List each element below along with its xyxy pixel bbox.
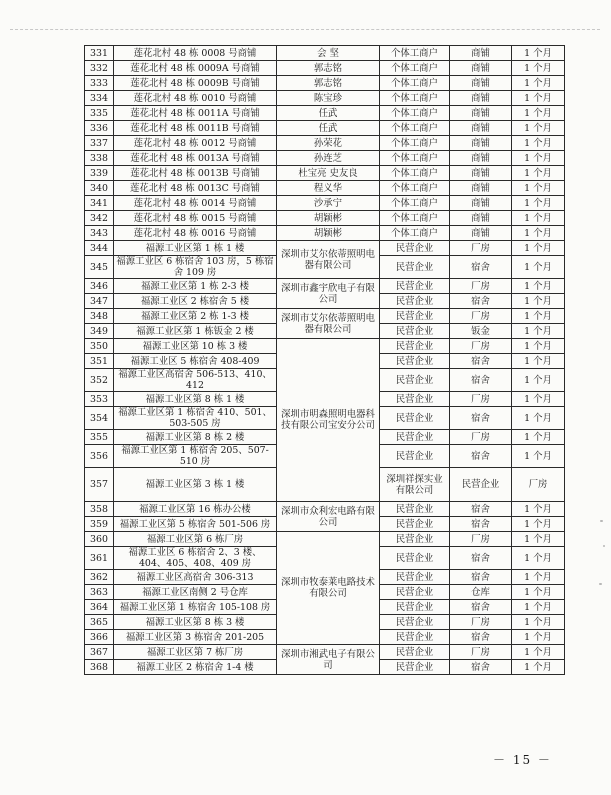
table-row xyxy=(85,46,565,61)
property-usage: 商铺 xyxy=(450,76,512,91)
lease-term: 1 个月 xyxy=(512,600,565,615)
lease-term: 1 个月 xyxy=(512,532,565,547)
lessee-name: 任武 xyxy=(277,121,380,136)
property-usage: 商铺 xyxy=(450,91,512,106)
lessee-name-merged: 深圳市艾尔依蒂照明电器有限公司 xyxy=(277,309,380,339)
table-row xyxy=(85,309,565,324)
property-usage: 宿舍 xyxy=(450,570,512,585)
row-number: 355 xyxy=(85,430,114,445)
property-usage: 商铺 xyxy=(450,226,512,241)
row-number: 345 xyxy=(85,256,114,279)
lessee-type: 民营企业 xyxy=(380,430,450,445)
lessee-type: 个体工商户 xyxy=(380,121,450,136)
row-number: 350 xyxy=(85,339,114,354)
property-usage: 厂房 xyxy=(512,468,565,502)
page-top-rule xyxy=(10,29,600,30)
lessee-type: 民营企业 xyxy=(380,660,450,675)
property-address: 福源工业区高宿舍 306-313 xyxy=(114,570,277,585)
lease-term: 1 个月 xyxy=(512,76,565,91)
table-row xyxy=(85,339,565,354)
property-usage: 宿舍 xyxy=(450,369,512,392)
lessee-type: 个体工商户 xyxy=(380,166,450,181)
lessee-type: 民营企业 xyxy=(380,339,450,354)
row-number: 359 xyxy=(85,517,114,532)
lease-term: 1 个月 xyxy=(512,630,565,645)
property-usage: 宿舍 xyxy=(450,630,512,645)
lease-term: 1 个月 xyxy=(512,151,565,166)
property-address: 福源工业区第 2 栋 1-3 楼 xyxy=(114,309,277,324)
lease-term: 1 个月 xyxy=(512,339,565,354)
lessee-name: 孙荣花 xyxy=(277,136,380,151)
row-number: 365 xyxy=(85,615,114,630)
lessee-name: 任武 xyxy=(277,106,380,121)
row-number: 335 xyxy=(85,106,114,121)
lessee-type: 民营企业 xyxy=(380,645,450,660)
lessee-name: 程义华 xyxy=(277,181,380,196)
property-usage: 商铺 xyxy=(450,166,512,181)
row-number: 343 xyxy=(85,226,114,241)
table-row xyxy=(85,151,565,166)
row-number: 357 xyxy=(85,468,114,502)
lessee-type: 民营企业 xyxy=(380,502,450,517)
lease-term: 1 个月 xyxy=(512,211,565,226)
lessee-type: 个体工商户 xyxy=(380,106,450,121)
property-address: 福源工业区第 1 栋宿舍 105-108 房 xyxy=(114,600,277,615)
property-usage: 商铺 xyxy=(450,61,512,76)
lessee-type: 个体工商户 xyxy=(380,46,450,61)
lessee-name: 会 坚 xyxy=(277,46,380,61)
lessee-type: 民营企业 xyxy=(380,532,450,547)
lease-term: 1 个月 xyxy=(512,570,565,585)
row-number: 339 xyxy=(85,166,114,181)
lease-term: 1 个月 xyxy=(512,430,565,445)
property-address: 福源工业区 6 栋宿舍 103 房，5 栋宿舍 109 房 xyxy=(114,256,277,279)
lease-term: 1 个月 xyxy=(512,615,565,630)
property-usage: 商铺 xyxy=(450,46,512,61)
row-number: 364 xyxy=(85,600,114,615)
property-address: 莲花北村 48 栋 0009B 号商铺 xyxy=(114,76,277,91)
row-number: 347 xyxy=(85,294,114,309)
row-number: 353 xyxy=(85,392,114,407)
lessee-type: 民营企业 xyxy=(380,294,450,309)
property-usage: 宿舍 xyxy=(450,354,512,369)
lessee-type: 民营企业 xyxy=(380,256,450,279)
table-row xyxy=(85,106,565,121)
lessee-name-merged: 深圳市众利宏电路有限公司 xyxy=(277,502,380,532)
property-address: 福源工业区高宿舍 506-513、410、412 xyxy=(114,369,277,392)
page-number: － 15 － xyxy=(493,753,552,767)
row-number: 332 xyxy=(85,61,114,76)
property-address: 福源工业区第 7 栋厂房 xyxy=(114,645,277,660)
property-usage: 厂房 xyxy=(450,392,512,407)
lessee-name-merged: 深圳市艾尔依蒂照明电器有限公司 xyxy=(277,241,380,279)
property-usage: 商铺 xyxy=(450,136,512,151)
property-usage: 厂房 xyxy=(450,615,512,630)
property-address: 莲花北村 48 栋 0013C 号商铺 xyxy=(114,181,277,196)
lease-term: 1 个月 xyxy=(512,61,565,76)
property-address: 福源工业区第 3 栋宿舍 201-205 xyxy=(114,630,277,645)
property-usage: 厂房 xyxy=(450,241,512,256)
property-address: 福源工业区南侧 2 号仓库 xyxy=(114,585,277,600)
lessee-type: 个体工商户 xyxy=(380,181,450,196)
table-row xyxy=(85,196,565,211)
property-address: 莲花北村 48 栋 0012 号商铺 xyxy=(114,136,277,151)
lessee-type: 民营企业 xyxy=(380,600,450,615)
property-usage: 仓库 xyxy=(450,585,512,600)
lease-term: 1 个月 xyxy=(512,324,565,339)
lessee-name-merged: 深圳市牧泰莱电路技术有限公司 xyxy=(277,532,380,645)
property-address: 莲花北村 48 栋 0011B 号商铺 xyxy=(114,121,277,136)
row-number: 337 xyxy=(85,136,114,151)
lessee-type: 民营企业 xyxy=(380,407,450,430)
property-usage: 厂房 xyxy=(450,532,512,547)
lessee-type: 民营企业 xyxy=(380,241,450,256)
table-row xyxy=(85,166,565,181)
row-number: 362 xyxy=(85,570,114,585)
row-number: 334 xyxy=(85,91,114,106)
lessee-type: 个体工商户 xyxy=(380,151,450,166)
lessee-type: 民营企业 xyxy=(380,547,450,570)
lessee-type: 个体工商户 xyxy=(380,211,450,226)
lease-term: 1 个月 xyxy=(512,645,565,660)
row-number: 338 xyxy=(85,151,114,166)
property-address: 莲花北村 48 栋 0008 号商铺 xyxy=(114,46,277,61)
lessee-name: 郭志铭 xyxy=(277,76,380,91)
property-usage: 商铺 xyxy=(450,181,512,196)
property-address: 福源工业区第 10 栋 3 楼 xyxy=(114,339,277,354)
property-address: 福源工业区第 8 栋 2 楼 xyxy=(114,430,277,445)
lessee-name-merged: 深圳市鑫宇欣电子有限公司 xyxy=(277,279,380,309)
lessee-name: 陈宝珍 xyxy=(277,91,380,106)
property-usage: 商铺 xyxy=(450,196,512,211)
property-usage: 厂房 xyxy=(450,309,512,324)
lessee-type: 民营企业 xyxy=(380,517,450,532)
lessee-name: 郭志铭 xyxy=(277,61,380,76)
lessee-name-merged: 深圳祥探实业有限公司 xyxy=(380,468,450,502)
property-usage: 宿舍 xyxy=(450,600,512,615)
lease-term: 1 个月 xyxy=(512,660,565,675)
lessee-type: 民营企业 xyxy=(380,309,450,324)
row-number: 358 xyxy=(85,502,114,517)
property-usage: 宿舍 xyxy=(450,660,512,675)
table-row xyxy=(85,76,565,91)
property-address: 福源工业区第 5 栋宿舍 501-506 房 xyxy=(114,517,277,532)
lease-term: 1 个月 xyxy=(512,547,565,570)
lessee-type: 民营企业 xyxy=(380,392,450,407)
property-address: 福源工业区第 1 栋 1 楼 xyxy=(114,241,277,256)
property-usage: 厂房 xyxy=(450,339,512,354)
property-address: 莲花北村 48 栋 0010 号商铺 xyxy=(114,91,277,106)
table-row xyxy=(85,502,565,517)
row-number: 341 xyxy=(85,196,114,211)
property-usage: 钣金 xyxy=(450,324,512,339)
property-usage: 厂房 xyxy=(450,645,512,660)
property-usage: 厂房 xyxy=(450,430,512,445)
lease-term: 1 个月 xyxy=(512,309,565,324)
row-number: 340 xyxy=(85,181,114,196)
property-address: 福源工业区第 3 栋 1 楼 xyxy=(114,468,277,502)
table-row xyxy=(85,241,565,256)
table-row xyxy=(85,211,565,226)
lessee-type: 个体工商户 xyxy=(380,136,450,151)
lease-term: 1 个月 xyxy=(512,445,565,468)
lessee-type: 民营企业 xyxy=(380,570,450,585)
lessee-type: 民营企业 xyxy=(380,585,450,600)
lease-term: 1 个月 xyxy=(512,196,565,211)
property-usage: 宿舍 xyxy=(450,547,512,570)
property-usage: 宿舍 xyxy=(450,445,512,468)
lease-term: 1 个月 xyxy=(512,91,565,106)
row-number: 360 xyxy=(85,532,114,547)
lease-term: 1 个月 xyxy=(512,354,565,369)
property-address: 福源工业区第 16 栋办公楼 xyxy=(114,502,277,517)
row-number: 348 xyxy=(85,309,114,324)
table-row xyxy=(85,136,565,151)
property-usage: 商铺 xyxy=(450,106,512,121)
property-address: 福源工业区 2 栋宿舍 1-4 楼 xyxy=(114,660,277,675)
property-address: 福源工业区第 8 栋 3 楼 xyxy=(114,615,277,630)
lessee-type: 个体工商户 xyxy=(380,61,450,76)
row-number: 342 xyxy=(85,211,114,226)
row-number: 336 xyxy=(85,121,114,136)
lessee-type: 民营企业 xyxy=(380,324,450,339)
lease-term: 1 个月 xyxy=(512,241,565,256)
lessee-type: 民营企业 xyxy=(450,468,512,502)
lessee-type: 个体工商户 xyxy=(380,91,450,106)
row-number: 367 xyxy=(85,645,114,660)
property-address: 福源工业区 2 栋宿舍 5 楼 xyxy=(114,294,277,309)
lease-term: 1 个月 xyxy=(512,502,565,517)
row-number: 354 xyxy=(85,407,114,430)
lease-term: 1 个月 xyxy=(512,294,565,309)
table-row xyxy=(85,279,565,294)
row-number: 363 xyxy=(85,585,114,600)
property-address: 福源工业区第 1 栋宿舍 410、501、503-505 房 xyxy=(114,407,277,430)
row-number: 333 xyxy=(85,76,114,91)
row-number: 368 xyxy=(85,660,114,675)
property-usage: 商铺 xyxy=(450,151,512,166)
row-number: 351 xyxy=(85,354,114,369)
lessee-type: 民营企业 xyxy=(380,630,450,645)
property-address: 福源工业区第 1 栋钣金 2 楼 xyxy=(114,324,277,339)
lessee-type: 民营企业 xyxy=(380,445,450,468)
scan-speck xyxy=(603,545,605,547)
lease-term: 1 个月 xyxy=(512,106,565,121)
property-address: 莲花北村 48 栋 0009A 号商铺 xyxy=(114,61,277,76)
property-address: 福源工业区 6 栋宿舍 2、3 楼、404、405、408、409 房 xyxy=(114,547,277,570)
table-row xyxy=(85,91,565,106)
lessee-name-merged: 深圳市湘武电子有限公司 xyxy=(277,645,380,675)
row-number: 344 xyxy=(85,241,114,256)
table-row xyxy=(85,61,565,76)
row-number: 352 xyxy=(85,369,114,392)
lease-term: 1 个月 xyxy=(512,256,565,279)
lease-term: 1 个月 xyxy=(512,226,565,241)
lease-term: 1 个月 xyxy=(512,181,565,196)
property-address: 莲花北村 48 栋 0016 号商铺 xyxy=(114,226,277,241)
table-row xyxy=(85,532,565,547)
lease-term: 1 个月 xyxy=(512,369,565,392)
property-address: 福源工业区第 6 栋厂房 xyxy=(114,532,277,547)
table-row xyxy=(85,645,565,660)
lease-term: 1 个月 xyxy=(512,517,565,532)
property-usage: 厂房 xyxy=(450,279,512,294)
lease-term: 1 个月 xyxy=(512,136,565,151)
lessee-name: 胡颖彬 xyxy=(277,226,380,241)
lessee-type: 个体工商户 xyxy=(380,226,450,241)
lessee-type: 民营企业 xyxy=(380,615,450,630)
property-usage: 宿舍 xyxy=(450,294,512,309)
property-address: 莲花北村 48 栋 0015 号商铺 xyxy=(114,211,277,226)
property-address: 莲花北村 48 栋 0013B 号商铺 xyxy=(114,166,277,181)
scan-speck xyxy=(599,583,602,585)
lease-term: 1 个月 xyxy=(512,279,565,294)
property-usage: 宿舍 xyxy=(450,407,512,430)
row-number: 346 xyxy=(85,279,114,294)
property-usage: 宿舍 xyxy=(450,502,512,517)
property-usage: 商铺 xyxy=(450,211,512,226)
property-address: 福源工业区第 1 栋宿舍 205、507-510 房 xyxy=(114,445,277,468)
table-row xyxy=(85,226,565,241)
lease-term: 1 个月 xyxy=(512,166,565,181)
lessee-type: 个体工商户 xyxy=(380,76,450,91)
scan-speck xyxy=(600,520,603,522)
property-usage: 宿舍 xyxy=(450,256,512,279)
property-address: 莲花北村 48 栋 0014 号商铺 xyxy=(114,196,277,211)
row-number: 356 xyxy=(85,445,114,468)
lessee-name: 杜宝亮 史友良 xyxy=(277,166,380,181)
lease-term: 1 个月 xyxy=(512,46,565,61)
property-usage: 商铺 xyxy=(450,121,512,136)
lessee-type: 个体工商户 xyxy=(380,196,450,211)
lessee-type: 民营企业 xyxy=(380,354,450,369)
property-address: 莲花北村 48 栋 0011A 号商铺 xyxy=(114,106,277,121)
lease-term: 1 个月 xyxy=(512,121,565,136)
property-address: 福源工业区 5 栋宿舍 408-409 xyxy=(114,354,277,369)
lease-register-table xyxy=(84,45,565,675)
property-address: 莲花北村 48 栋 0013A 号商铺 xyxy=(114,151,277,166)
row-number: 349 xyxy=(85,324,114,339)
property-address: 福源工业区第 8 栋 1 楼 xyxy=(114,392,277,407)
lessee-name: 沙承宁 xyxy=(277,196,380,211)
lessee-name: 孙连芝 xyxy=(277,151,380,166)
lessee-type: 民营企业 xyxy=(380,369,450,392)
row-number: 361 xyxy=(85,547,114,570)
table-row xyxy=(85,121,565,136)
property-usage: 宿舍 xyxy=(450,517,512,532)
lessee-name: 胡颖彬 xyxy=(277,211,380,226)
lessee-name-merged: 深圳市明森照明电器科技有限公司宝安分公司 xyxy=(277,339,380,502)
row-number: 331 xyxy=(85,46,114,61)
lease-term: 1 个月 xyxy=(512,585,565,600)
lessee-type: 民营企业 xyxy=(380,279,450,294)
property-address: 福源工业区第 1 栋 2-3 楼 xyxy=(114,279,277,294)
lease-term: 1 个月 xyxy=(512,407,565,430)
row-number: 366 xyxy=(85,630,114,645)
table-row xyxy=(85,181,565,196)
lease-term: 1 个月 xyxy=(512,392,565,407)
